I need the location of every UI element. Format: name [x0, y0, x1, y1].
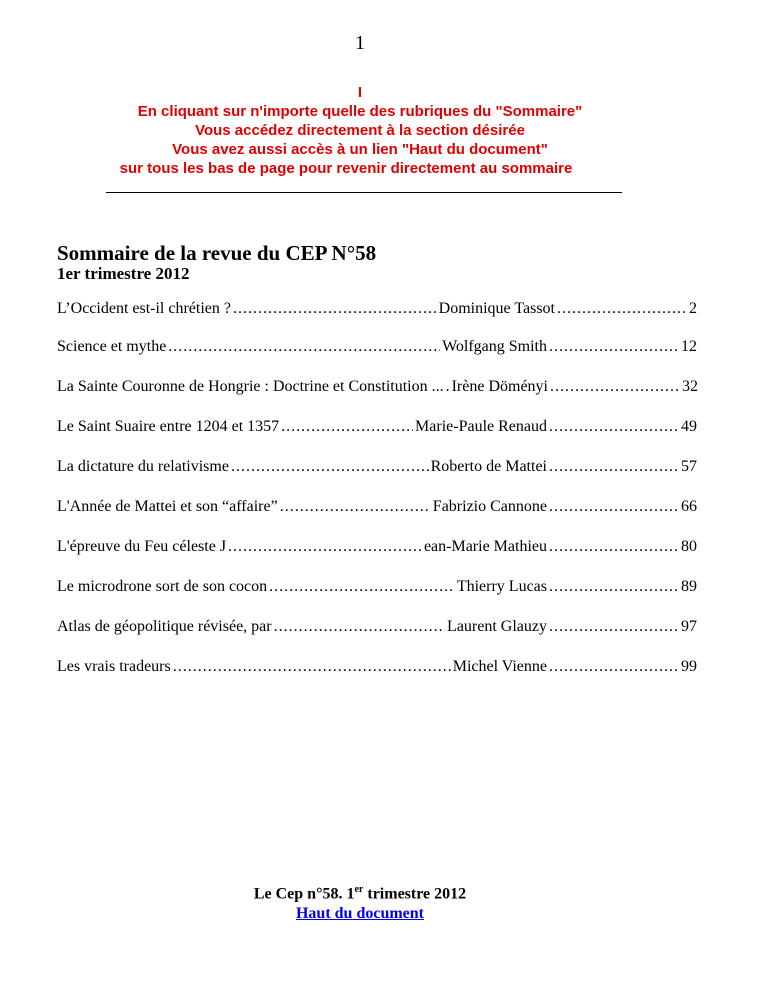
page-number: 1 [355, 32, 365, 54]
toc-entry-title: L'épreuve du Feu céleste J [57, 538, 227, 555]
toc-entry[interactable] [57, 538, 697, 578]
page-footer [0, 884, 720, 903]
toc-leader-dots [549, 418, 679, 436]
toc-entry-author: Fabrizio Cannone [432, 498, 547, 515]
table-of-contents [57, 300, 697, 698]
toc-entry[interactable] [57, 618, 697, 658]
toc-entry[interactable] [57, 300, 697, 338]
notice-line: I [357, 84, 363, 101]
toc-entry-title: Le microdrone sort de son cocon [57, 578, 268, 595]
toc-leader-dots [549, 658, 679, 676]
notice-line: Vous avez aussi accès à un lien "Haut du document" [172, 141, 548, 158]
navigation-notice [50, 83, 670, 178]
toc-entry-page: 99 [681, 658, 697, 675]
toc-entry[interactable] [57, 498, 697, 538]
toc-entry-title: Science et mythe [57, 338, 167, 355]
toc-entry-author: Laurent Glauzy [447, 618, 547, 635]
toc-leader-dots [173, 658, 451, 676]
toc-entry-page: 2 [689, 300, 697, 317]
toc-leader-dots [549, 578, 679, 596]
toc-leader-dots [549, 538, 679, 556]
toc-entry-page: 89 [681, 578, 697, 595]
toc-entry-title: La Sainte Couronne de Hongrie : Doctrine et Constitution ... [57, 378, 444, 395]
toc-entry-page: 66 [681, 498, 697, 515]
toc-entry-author: Thierry Lucas [456, 578, 547, 595]
footer-text: trimestre 2012 [363, 885, 467, 903]
toc-entry-title: L’Occident est-il chrétien ? [57, 300, 231, 317]
toc-entry-author: Roberto de Mattei [430, 458, 547, 475]
toc-leader-dots [549, 498, 679, 516]
toc-leader-dots [280, 498, 431, 516]
toc-entry-author: Michel Vienne [452, 658, 547, 675]
notice-line: En cliquant sur n'importe quelle des rubriques du "Sommaire" [137, 103, 583, 120]
toc-entry[interactable] [57, 658, 697, 698]
toc-entry-page: 32 [682, 378, 698, 395]
toc-entry[interactable] [57, 578, 697, 618]
page-title: Sommaire de la revue du CEP N°58 [57, 241, 377, 265]
toc-entry[interactable] [57, 418, 697, 458]
toc-entry-page: 12 [681, 338, 697, 355]
toc-entry-author: ean-Marie Mathieu [423, 538, 547, 555]
footer-text: Le Cep n°58. 1 [253, 885, 355, 903]
toc-entry[interactable] [57, 458, 697, 498]
horizontal-divider [106, 192, 622, 193]
notice-line: Vous accédez directement à la section désirée [195, 122, 525, 139]
toc-entry-title: Les vrais tradeurs [57, 658, 171, 675]
toc-leader-dots [274, 618, 445, 636]
toc-leader-dots [446, 378, 450, 396]
back-to-top-link[interactable]: Haut du document [295, 905, 425, 922]
toc-leader-dots [228, 538, 422, 556]
toc-entry-title: La dictature du relativisme [57, 458, 229, 475]
toc-leader-dots [233, 300, 437, 318]
toc-leader-dots [168, 338, 440, 356]
toc-entry[interactable] [57, 338, 697, 378]
notice-line: sur tous les bas de page pour revenir directement au sommaire [119, 160, 573, 177]
toc-entry-title: Atlas de géopolitique révisée, par [57, 618, 272, 635]
toc-leader-dots [557, 300, 687, 318]
toc-entry-title: L'Année de Mattei et son “affaire” [57, 498, 278, 515]
page-subtitle: 1er trimestre 2012 [57, 264, 190, 283]
toc-leader-dots [549, 338, 679, 356]
toc-entry-author: Marie-Paule Renaud [415, 418, 547, 435]
toc-leader-dots [549, 618, 679, 636]
toc-entry-page: 57 [681, 458, 697, 475]
toc-leader-dots [550, 378, 680, 396]
toc-leader-dots [549, 458, 679, 476]
toc-entry-author: Irène Döményi [451, 378, 548, 395]
toc-leader-dots [231, 458, 429, 476]
toc-entry[interactable] [57, 378, 697, 418]
footer-link-container [0, 905, 720, 923]
toc-entry-author: Wolfgang Smith [442, 338, 547, 355]
footer-superscript: er [354, 884, 364, 895]
toc-leader-dots [269, 578, 455, 596]
toc-leader-dots [281, 418, 413, 436]
toc-entry-author: Dominique Tassot [438, 300, 555, 317]
toc-entry-page: 97 [681, 618, 697, 635]
toc-entry-page: 49 [681, 418, 697, 435]
toc-entry-page: 80 [681, 538, 697, 555]
toc-entry-title: Le Saint Suaire entre 1204 et 1357 [57, 418, 280, 435]
